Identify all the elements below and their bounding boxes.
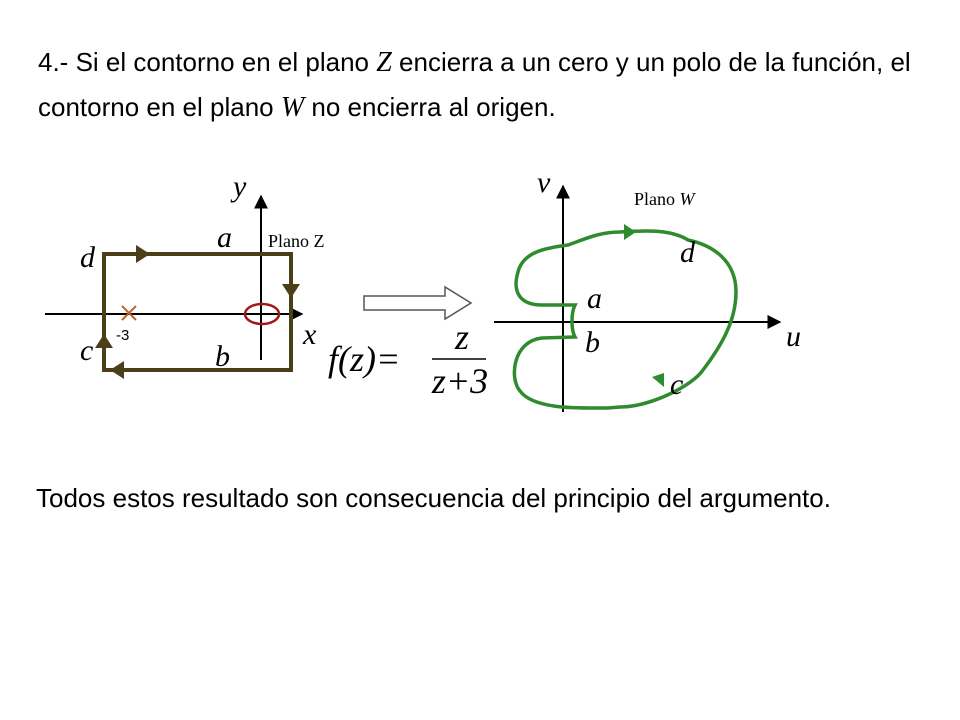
w-plane-title-prefix: Plano — [634, 189, 680, 209]
z-arrow-left-icon — [110, 361, 124, 379]
w-arrow-top-icon — [624, 224, 636, 240]
z-segment-label-c: c — [80, 334, 94, 367]
conclusion-paragraph: Todos estos resultado son consecuencia del principio del argumento. — [36, 483, 831, 513]
w-plane-symbol: W — [280, 92, 305, 123]
w-segment-label-b: b — [585, 326, 600, 359]
mapping-arrow-icon — [364, 287, 471, 319]
z-pole-label: -3 — [116, 327, 130, 344]
w-plane-title-symbol: W — [679, 189, 695, 209]
w-segment-label-c: c — [670, 368, 684, 401]
w-axis-label-v: v — [537, 166, 551, 199]
z-plane-symbol: Z — [376, 47, 392, 78]
w-contour — [514, 231, 736, 408]
formula-lhs: f(z)= — [328, 339, 401, 379]
z-contour — [104, 254, 291, 370]
mapping-formula — [328, 317, 488, 401]
z-plane-title: Plano Z — [268, 231, 325, 251]
z-segment-label-a: a — [217, 221, 232, 254]
w-segment-label-d: d — [680, 236, 695, 269]
z-axis-label-x: x — [303, 318, 317, 351]
w-segment-label-a: a — [587, 282, 602, 315]
intro-text-1: 4.- Si el contorno en el plano — [38, 47, 377, 77]
w-arrow-bottom-icon — [652, 373, 664, 387]
z-segment-label-b: b — [215, 340, 230, 373]
z-segment-label-d: d — [80, 241, 95, 274]
z-arrow-down-icon — [282, 284, 300, 298]
w-plane-title — [634, 189, 697, 209]
formula-denominator: z+3 — [431, 361, 489, 401]
formula-numerator: z — [454, 317, 470, 357]
w-axis-label-u: u — [786, 320, 801, 353]
z-axis-label-y: y — [233, 170, 247, 203]
z-arrow-right-icon — [136, 245, 150, 263]
intro-text-2: encierra a un cero y un polo de la función, el contorno en el plano — [38, 47, 911, 122]
w-plane — [494, 166, 801, 412]
intro-text-3: no encierra al origen. — [304, 92, 556, 122]
z-arrow-up-icon — [95, 334, 113, 348]
z-plane — [45, 170, 325, 379]
